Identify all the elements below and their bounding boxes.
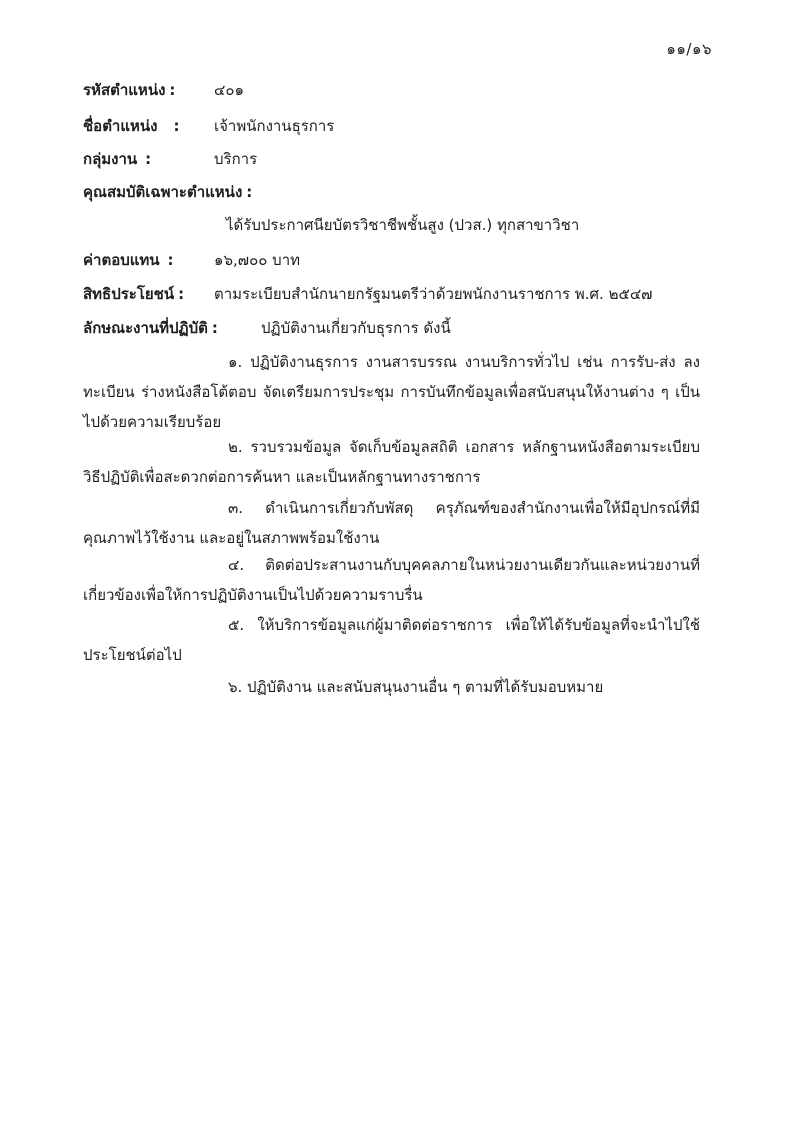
benefits-value: ตามระเบียบสำนักนายกรัฐมนตรีว่าด้วยพนักงานราชการ พ.ศ. ๒๕๔๗: [214, 285, 653, 303]
compensation-label: ค่าตอบแทน: [83, 251, 160, 269]
benefits-label: สิทธิประโยชน์: [83, 285, 175, 303]
benefits-colon: :: [178, 285, 185, 303]
qualifications-value: ได้รับประกาศนียบัตรวิชาชีพชั้นสูง (ปวส.) ทุกสาขาวิชา: [226, 216, 580, 234]
duty-item-4: ๔. ติดต่อประสานงานกับบุคคลภายในหน่วยงานเดียวกันและหน่วยงานที่เกี่ยวข้องเพื่อให้การปฏิบัติงานเป็นไปด้วยความราบรื่น: [83, 556, 700, 604]
duty-item-5: ๕. ให้บริการข้อมูลแก่ผู้มาติดต่อราชการ เพื่อให้ได้รับข้อมูลที่จะนำไปใช้ประโยชน์ต่อไป: [83, 616, 700, 664]
compensation-colon: :: [167, 251, 174, 269]
position-name-label: ชื่อตำแหน่ง: [83, 117, 158, 135]
work-group-colon: :: [145, 150, 152, 168]
work-group-row: [83, 149, 258, 169]
duty-item-1: ๑. ปฏิบัติงานธุรการ งานสารบรรณ งานบริการทั่วไป เช่น การรับ-ส่ง ลงทะเบียน ร่างหนังสือโต้ตอบ จัดเตรียมการประชุม การบันทึกข้อมูลเพื่อสนับสนุนให้งานต่าง ๆ เป็นไปด้วยความเรียบร้อย: [83, 353, 700, 431]
qualifications-colon: :: [246, 183, 253, 201]
compensation-row: [83, 250, 301, 270]
job-nature-row: [83, 318, 451, 338]
job-nature-colon: :: [211, 319, 218, 337]
position-code-label: รหัสตำแหน่ง: [83, 81, 166, 99]
benefits-row: [83, 284, 653, 304]
position-name-colon: :: [173, 117, 180, 135]
position-code-colon: :: [169, 81, 176, 99]
work-group-value: บริการ: [214, 150, 258, 168]
position-name-row: [83, 116, 335, 136]
compensation-value: ๑๖,๗๐๐ บาท: [214, 251, 301, 269]
duty-item-2: ๒. รวบรวมข้อมูล จัดเก็บข้อมูลสถิติ เอกสาร หลักฐานหนังสือตามระเบียบวิธีปฏิบัติเพื่อสะดวกต่อการค้นหา และเป็นหลักฐานทางราชการ: [83, 438, 700, 486]
duty-item-3: ๓. ดำเนินการเกี่ยวกับพัสดุ ครุภัณฑ์ของสำนักงานเพื่อให้มีอุปกรณ์ที่มีคุณภาพไว้ใช้งาน และอยู่ในสภาพพร้อมใช้งาน: [83, 499, 700, 547]
position-name-value: เจ้าพนักงานธุรการ: [214, 117, 335, 135]
position-code-row: [83, 80, 245, 100]
duty-item-6: ๖. ปฏิบัติงาน และสนับสนุนงานอื่น ๆ ตามที่ได้รับมอบหมาย: [228, 678, 604, 696]
qualifications-label: คุณสมบัติเฉพาะตำแหน่ง: [83, 183, 243, 201]
position-code-value: ๔๐๑: [214, 81, 245, 99]
page-number: ๑๑/๑๖: [666, 40, 712, 58]
qualifications-row: [83, 182, 252, 202]
job-nature-label: ลักษณะงานที่ปฏิบัติ: [83, 319, 208, 337]
job-nature-value: ปฏิบัติงานเกี่ยวกับธุรการ ดังนี้: [261, 319, 451, 337]
work-group-label: กลุ่มงาน: [83, 150, 138, 168]
